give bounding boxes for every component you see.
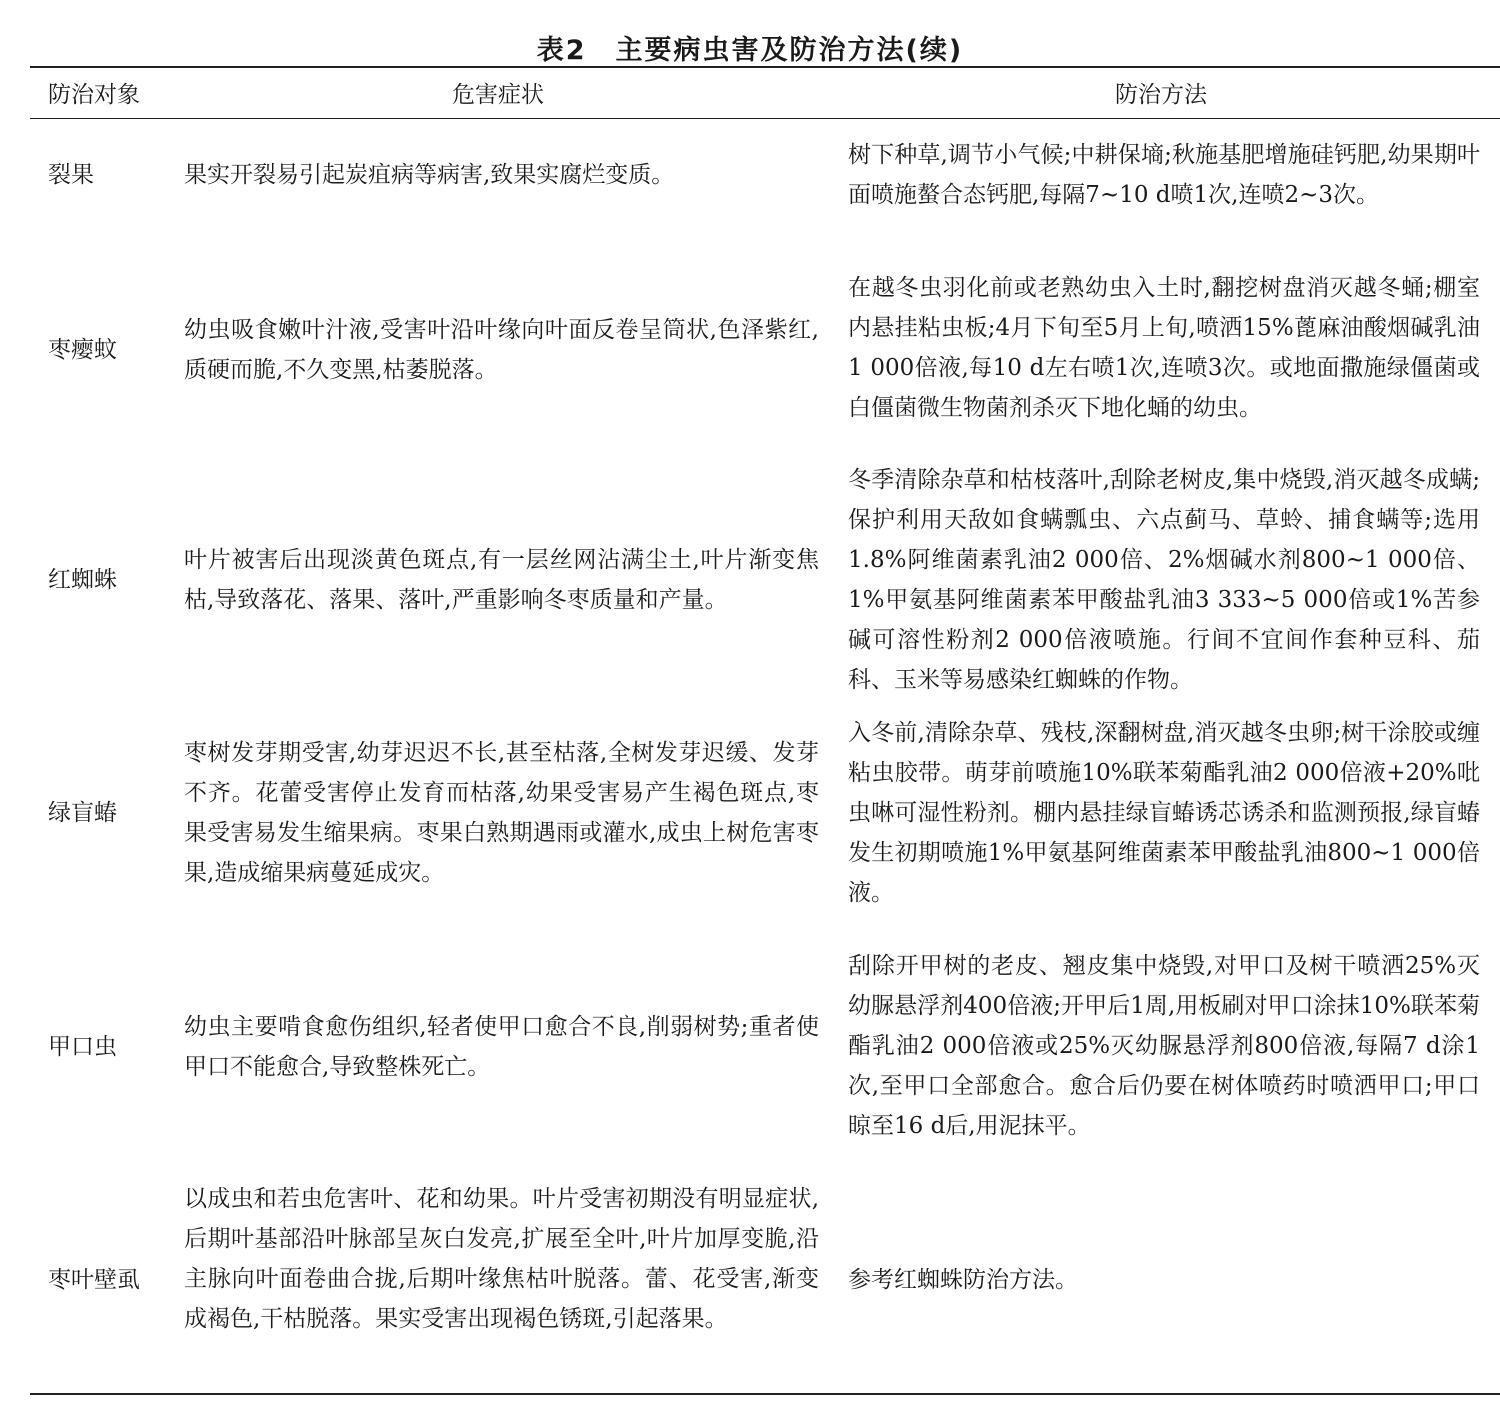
row-method: 树下种草,调节小气候;中耕保墒;秋施基肥增施硅钙肥,幼果期叶面喷施螯合态钙肥,每隔7~10 d喷1次,连喷2~3次。: [848, 142, 1480, 208]
top-rule: [30, 66, 1500, 68]
row-target: 绿盲蝽: [48, 800, 117, 826]
bottom-rule: [30, 1393, 1500, 1395]
row-target: 甲口虫: [48, 1034, 117, 1060]
row-symptom: 枣树发芽期受害,幼芽迟迟不长,甚至枯落,全树发芽迟缓、发芽不齐。花蕾受害停止发育而枯落,幼果受害易产生褐色斑点,枣果受害易发生缩果病。枣果白熟期遇雨或灌水,成虫上树危害枣果,造成缩果病蔓延成灾。: [184, 740, 819, 886]
row-target: 枣瘿蚊: [48, 337, 117, 363]
row-target: 枣叶壁虱: [48, 1267, 140, 1293]
header-target: 防治对象: [48, 82, 140, 108]
table-title: 表2 主要病虫害及防治方法(续): [536, 35, 964, 66]
row-method: 入冬前,清除杂草、残枝,深翻树盘,消灭越冬虫卵;树干涂胶或缠粘虫胶带。萌芽前喷施10%联苯菊酯乳油2 000倍液+20%吡虫啉可湿性粉剂。棚内悬挂绿盲蝽诱芯诱杀和监测预报,绿盲蝽发生初期喷施1%甲氨基阿维菌素苯甲酸盐乳油800~1 000倍液。: [848, 720, 1480, 906]
row-method: 参考红蜘蛛防治方法。: [848, 1267, 1078, 1293]
row-method: 刮除开甲树的老皮、翘皮集中烧毁,对甲口及树干喷洒25%灭幼脲悬浮剂400倍液;开甲后1周,用板刷对甲口涂抹10%联苯菊酯乳油2 000倍液或25%灭幼脲悬浮剂800倍液,每隔7 d涂1次,至甲口全部愈合。愈合后仍要在树体喷药时喷洒甲口;甲口晾至16 d后,用泥抹平。: [848, 953, 1480, 1139]
row-symptom: 幼虫主要啃食愈伤组织,轻者使甲口愈合不良,削弱树势;重者使甲口不能愈合,导致整株死亡。: [184, 1014, 819, 1080]
row-symptom: 果实开裂易引起炭疽病等病害,致果实腐烂变质。: [184, 162, 675, 188]
row-symptom: 以成虫和若虫危害叶、花和幼果。叶片受害初期没有明显症状,后期叶基部沿叶脉部呈灰白发亮,扩展至全叶,叶片加厚变脆,沿主脉向叶面卷曲合拢,后期叶缘焦枯叶脱落。蕾、花受害,渐变成褐色,干枯脱落。果实受害出现褐色锈斑,引起落果。: [184, 1186, 819, 1332]
header-rule: [30, 118, 1500, 119]
row-method: 在越冬虫羽化前或老熟幼虫入土时,翻挖树盘消灭越冬蛹;棚室内悬挂粘虫板;4月下旬至5月上旬,喷洒15%蓖麻油酸烟碱乳油1 000倍液,每10 d左右喷1次,连喷3次。或地面撒施绿僵菌或白僵菌微生物菌剂杀灭下地化蛹的幼虫。: [848, 275, 1480, 421]
header-method: 防治方法: [1115, 82, 1207, 108]
row-symptom: 幼虫吸食嫩叶汁液,受害叶沿叶缘向叶面反卷呈筒状,色泽紫红,质硬而脆,不久变黑,枯萎脱落。: [184, 317, 819, 383]
row-target: 裂果: [48, 162, 94, 188]
row-target: 红蜘蛛: [48, 567, 117, 593]
header-symptom: 危害症状: [452, 82, 544, 108]
row-symptom: 叶片被害后出现淡黄色斑点,有一层丝网沾满尘土,叶片渐变焦枯,导致落花、落果、落叶,严重影响冬枣质量和产量。: [184, 547, 819, 613]
row-method: 冬季清除杂草和枯枝落叶,刮除老树皮,集中烧毁,消灭越冬成螨;保护利用天敌如食螨瓢虫、六点蓟马、草蛉、捕食螨等;选用1.8%阿维菌素乳油2 000倍、2%烟碱水剂800~1 000倍、1%甲氨基阿维菌素苯甲酸盐乳油3 333~5 000倍或1%苦参碱可溶性粉剂2 000倍液喷施。行间不宜间作套种豆科、茄科、玉米等易感染红蜘蛛的作物。: [848, 467, 1480, 693]
